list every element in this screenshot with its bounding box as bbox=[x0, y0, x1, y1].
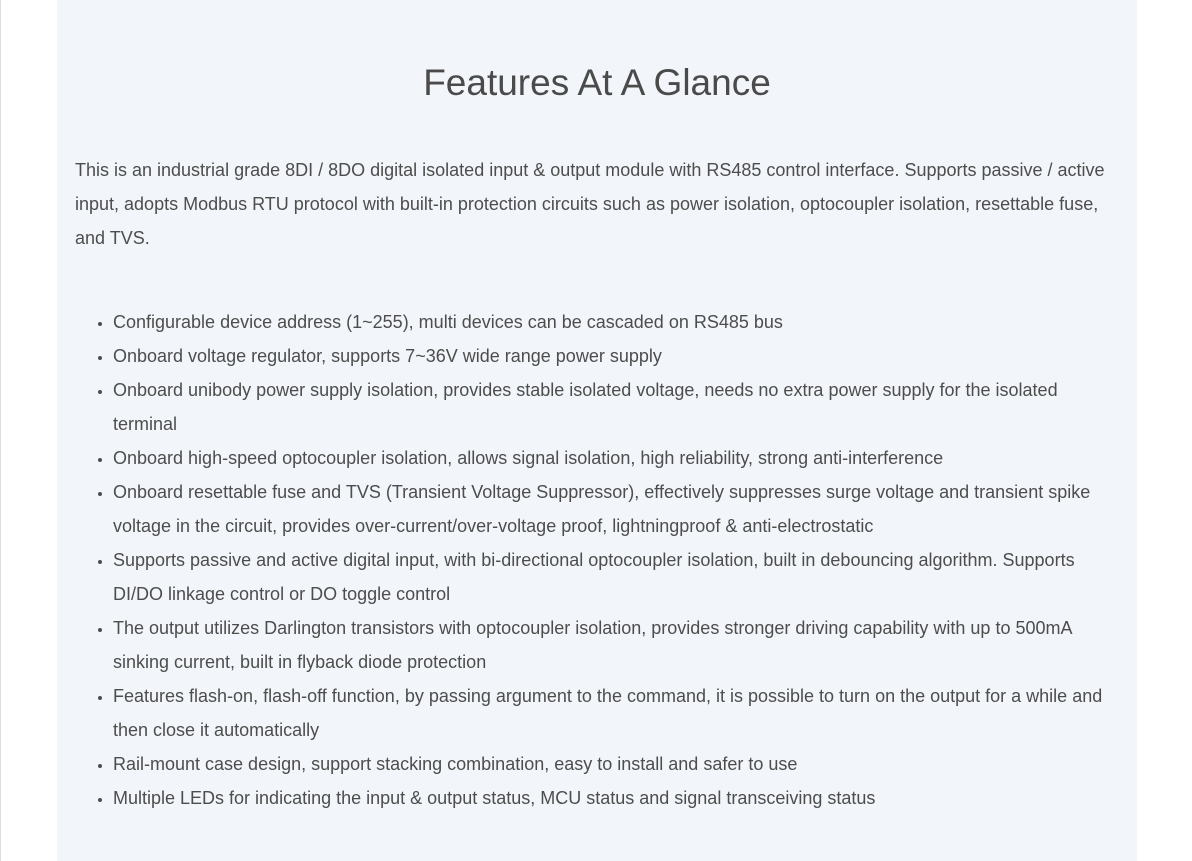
list-item: • Supports passive and active digital input, with bi-directional optocoupler isolation, built in debouncing algorithm. Supports DI/DO linkage control or DO toggle control bbox=[113, 543, 1113, 611]
list-item: • Configurable device address (1~255), multi devices can be cascaded on RS485 bus bbox=[113, 305, 1113, 339]
features-list bbox=[75, 305, 1113, 815]
section-title: Features At A Glance bbox=[423, 62, 771, 103]
list-item: • Multiple LEDs for indicating the input & output status, MCU status and signal transceiving status bbox=[113, 781, 1113, 815]
list-item: • Onboard unibody power supply isolation, provides stable isolated voltage, needs no extra power supply for the isolated terminal bbox=[113, 373, 1113, 441]
list-item: • Onboard resettable fuse and TVS (Transient Voltage Suppressor), effectively suppresses surge voltage and transient spike voltage in the circuit, provides over-current/over-voltage proof, lightningproof & anti-electrostatic bbox=[113, 475, 1113, 543]
list-item: • Rail-mount case design, support stacking combination, easy to install and safer to use bbox=[113, 747, 1113, 781]
list-item: • Onboard high-speed optocoupler isolation, allows signal isolation, high reliability, strong anti-interference bbox=[113, 441, 1113, 475]
intro-paragraph: This is an industrial grade 8DI / 8DO digital isolated input & output module with RS485 control interface. Supports passive / active input, adopts Modbus RTU protocol with built-in protection circuits such as power isolation, optocoupler isolation, resettable fuse, and TVS. bbox=[75, 160, 1105, 248]
list-item: • Onboard voltage regulator, supports 7~36V wide range power supply bbox=[113, 339, 1113, 373]
list-item: • Features flash-on, flash-off function, by passing argument to the command, it is possible to turn on the output for a while and then close it automatically bbox=[113, 679, 1113, 747]
list-item: • The output utilizes Darlington transistors with optocoupler isolation, provides stronger driving capability with up to 500mA sinking current, built in flyback diode protection bbox=[113, 611, 1113, 679]
page-left-border bbox=[0, 0, 1, 861]
features-section bbox=[57, 0, 1137, 861]
